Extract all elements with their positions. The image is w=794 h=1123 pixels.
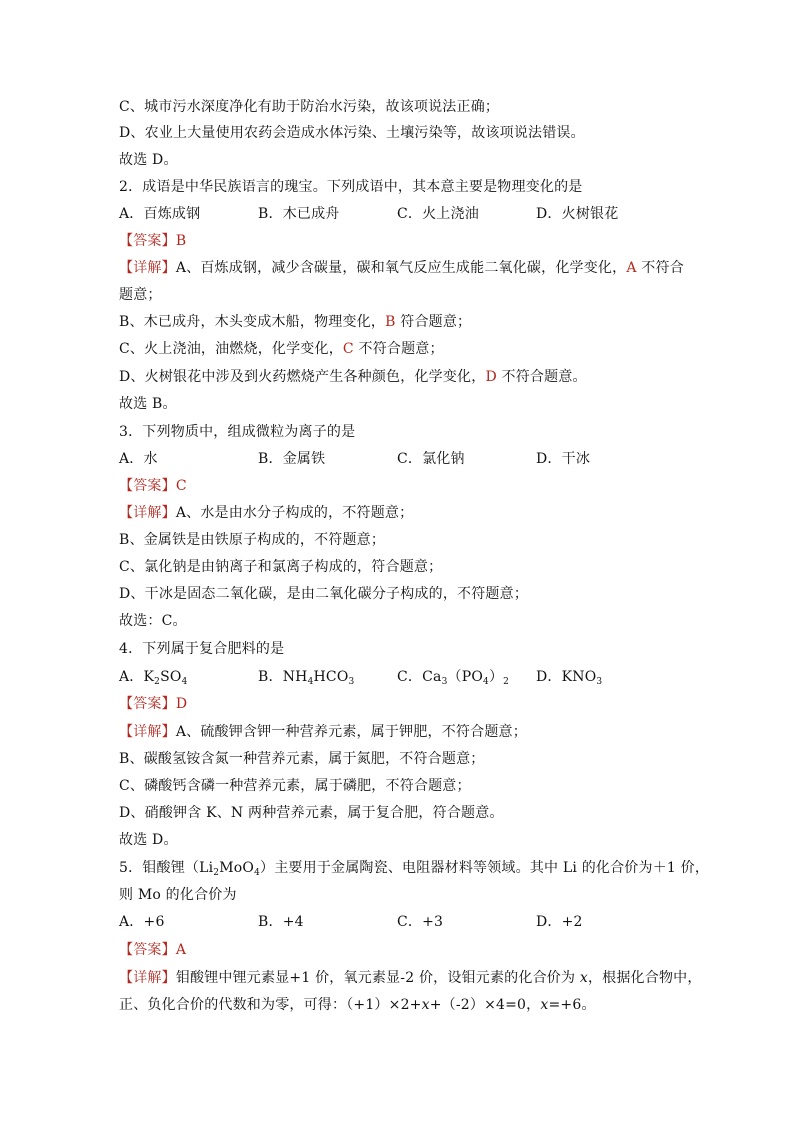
q3-detail-a (119, 504, 413, 522)
q5-detail-cont (119, 996, 596, 1014)
detail-text: 不符合题意； (353, 341, 444, 357)
answer-value: B (175, 233, 187, 249)
q2-option-c: C．火上浇油 (397, 206, 479, 222)
q4-detail-d: D、硝酸钾含 K、N 两种营养元素，属于复合肥，符合题意。 (119, 805, 504, 821)
q5-detail (119, 969, 702, 987)
q4-options (119, 668, 679, 686)
q1-detail-c: C、城市污水深度净化有助于防治水污染，故该项说法正确； (119, 99, 500, 115)
detail-tag: 【详解】 (119, 260, 176, 276)
variable-x: x (540, 997, 549, 1013)
q4-option-d: D．$KNO_3$ (536, 669, 603, 687)
q2-detail-b (119, 313, 471, 331)
q5-option-d: D．+2 (536, 914, 583, 930)
answer-tag: 【答案】 (119, 233, 176, 249)
answer-tag: 【答案】 (119, 942, 176, 958)
q5-options (119, 913, 679, 931)
detail-text: ，根据化合物中， (587, 970, 702, 986)
q4-conclusion: 故选 D。 (119, 832, 178, 848)
detail-tag: 【详解】 (119, 970, 176, 986)
detail-text: 符合题意； (395, 314, 472, 330)
q3-detail-d: D、干冰是固态二氧化碳，是由二氧化碳分子构成的，不符题意； (119, 586, 529, 602)
q3-options (119, 450, 679, 468)
variable-x: x (421, 997, 430, 1013)
q2-options (119, 205, 679, 223)
option-letter: D (485, 369, 497, 385)
q3-answer (119, 477, 187, 495)
q3-stem: 3．下列物质中，组成微粒为离子的是 (119, 424, 356, 440)
option-letter: C (342, 341, 354, 357)
answer-value: D (175, 696, 188, 712)
q5-option-a: A．+6 (119, 914, 165, 930)
q4-detail-b: B、碳酸氢铵含氮一种营养元素，属于氮肥，不符合题意； (119, 751, 485, 767)
q3-option-b: B．金属铁 (258, 451, 326, 467)
q1-detail-d: D、农业上大量使用农药会造成水体污染、土壤污染等，故该项说法错误。 (119, 125, 585, 141)
q1-conclusion: 故选 D。 (119, 152, 178, 168)
detail-text: A、硫酸钾含钾一种营养元素，属于钾肥，不符合题意； (175, 724, 527, 740)
q5-answer (119, 941, 186, 959)
detail-text: 正、负化合价的代数和为零，可得：（+1）×2+ (119, 997, 422, 1013)
q3-option-c: C．氯化钠 (397, 451, 465, 467)
detail-tag: 【详解】 (119, 505, 176, 521)
variable-x: x (579, 970, 588, 986)
detail-text: B、木已成舟，木头变成木船，物理变化， (119, 314, 386, 330)
answer-value: C (175, 478, 187, 494)
q2-option-b: B．木已成舟 (258, 206, 340, 222)
q4-detail-a (119, 723, 527, 741)
q3-detail-c: C、氯化钠是由钠离子和氯离子构成的，符合题意； (119, 559, 443, 575)
q2-option-a: A．百炼成钢 (119, 206, 201, 222)
q2-detail-c (119, 340, 444, 358)
q3-option-d: D．干冰 (536, 451, 591, 467)
q3-detail-b: B、金属铁是由铁原子构成的，不符题意； (119, 532, 386, 548)
detail-text: +（-2）×4=0， (429, 997, 541, 1013)
detail-text: 钼酸锂中锂元素显+1 价，氧元素显-2 价，设钼元素的化合价为 (175, 970, 580, 986)
answer-tag: 【答案】 (119, 478, 176, 494)
q2-answer (119, 232, 186, 250)
q2-detail-a-cont: 题意； (119, 287, 162, 303)
detail-text: C、火上浇油，油燃烧，化学变化， (119, 341, 343, 357)
option-letter: A (626, 260, 637, 276)
detail-text: D、火树银花中涉及到火药燃烧产生各种颜色，化学变化， (119, 369, 486, 385)
q3-option-a: A．水 (119, 451, 158, 467)
q4-answer (119, 695, 187, 713)
answer-tag: 【答案】 (119, 696, 176, 712)
q2-detail-d (119, 368, 587, 386)
q2-stem: 2．成语是中华民族语言的瑰宝。下列成语中，其本意主要是物理变化的是 (119, 179, 583, 195)
q4-option-b: B．$NH_4HCO_3$ (258, 669, 355, 687)
q4-option-c: C．$Ca_3(PO_4)_2$ (397, 669, 510, 687)
q2-detail-a (119, 259, 684, 277)
q4-detail-c: C、磷酸钙含磷一种营养元素，属于磷肥，不符合题意； (119, 778, 471, 794)
detail-tag: 【详解】 (119, 724, 176, 740)
detail-text: =+6。 (548, 997, 596, 1013)
q3-conclusion: 故选：C。 (119, 613, 187, 629)
detail-text: 不符合题意。 (496, 369, 587, 385)
answer-value: A (175, 942, 187, 958)
q2-option-d: D．火树银花 (536, 206, 619, 222)
q4-option-a: A．$K_2SO_4$ (119, 669, 188, 687)
q5-option-c: C．+3 (397, 914, 444, 930)
detail-text: 不符合 (636, 260, 684, 276)
detail-text: A、水是由水分子构成的，不符题意； (175, 505, 414, 521)
detail-text: A、百炼成钢，减少含碳量，碳和氧气反应生成能二氧化碳，化学变化， (175, 260, 627, 276)
q5-stem-cont: 则 Mo 的化合价为 (119, 887, 237, 903)
q2-conclusion: 故选 B。 (119, 396, 177, 412)
q4-stem: 4．下列属于复合肥料的是 (119, 641, 285, 657)
q5-stem: 5．钼酸锂$(Li_2MoO_4)$主要用于金属陶瓷、电阻器材料等领域。其中 Li 的化合价为＋1 价， (119, 860, 710, 878)
option-letter: B (385, 314, 396, 330)
q5-option-b: B．+4 (258, 914, 304, 930)
